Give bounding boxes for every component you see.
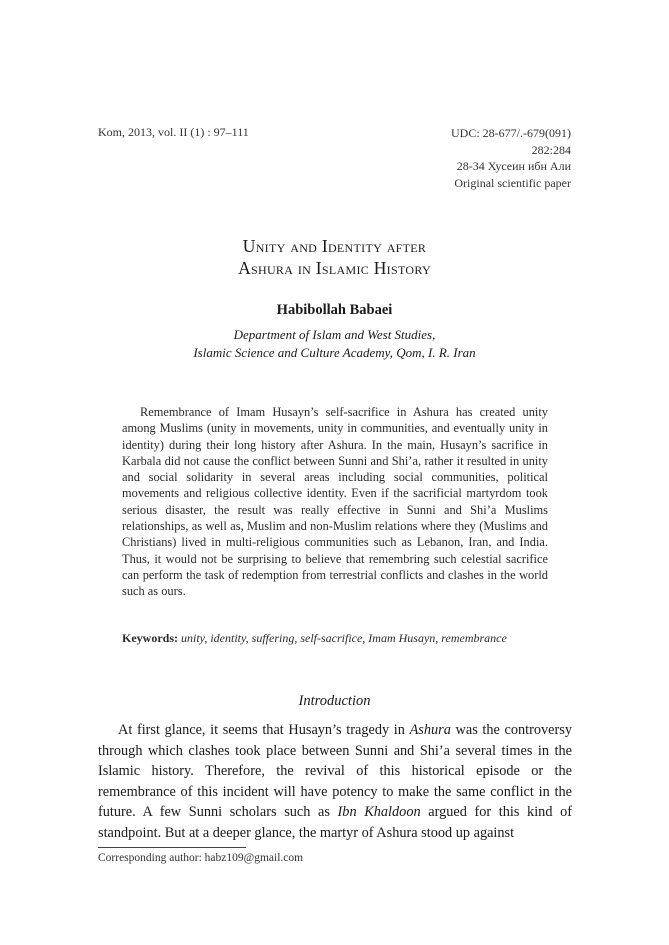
keywords-label: Keywords:: [122, 631, 178, 645]
intro-text-3: argued for this kind of standpoint. But at a deeper glance, the martyr of Ashura stood up against: [98, 804, 572, 841]
udc-code: UDC: 28-677/.-679(091): [451, 126, 571, 140]
section-heading-introduction: Introduction: [298, 693, 371, 709]
paper-title: [0, 235, 669, 279]
affiliation-line-1: Department of Islam and West Studies,: [233, 327, 436, 342]
class-code-2: 28-34 Хусеин ибн Али: [456, 159, 571, 173]
footnote-corresponding-author: Corresponding author: habz109@gmail.com: [98, 852, 304, 864]
keywords: [122, 631, 562, 646]
intro-text-1: At first glance, it seems that Husayn’s tragedy in: [118, 722, 410, 738]
abstract: [122, 404, 548, 600]
title-line-2: Ashura in Islamic History: [238, 258, 431, 278]
affiliation-line-2: Islamic Science and Culture Academy, Qom, I. R. Iran: [193, 345, 476, 360]
intro-term-ashura: Ashura: [409, 722, 451, 738]
abstract-text: Remembrance of Imam Husayn’s self-sacrifice in Ashura has created unity among Muslims (unity in movements, unity in communities, and eventually unity in identity) during their long history after Ashura. In the main, Husayn’s sacrifice in Karbala did not cause the conflict between Sunni and Shi’a, rather it resulted in unity and social solidarity in several areas including social communities, political movements and religious collective identity. Even if the sacrificial martyrdom took serious disaster, the result was really effective in Sunni and Shi’a Muslims relationships, as well as, Muslim and non-Muslim relations where they (Muslims and Christians) lived in multi-religious communities such as Lebanon, Iran, and India. Thus, it would not be surprising to believe that remembring such celestial sacrifice can perform the task of redemption from terrestrial conflicts and clashes in the world such as ours.: [122, 405, 548, 599]
footnote-rule: [98, 847, 246, 848]
affiliation: [0, 326, 669, 362]
intro-text-2: was the controversy through which clashes took place between Sunni and Shi’a several times in the Islamic history. Therefore, the revival of this historical episode or the remembrance of this incident will have potency to make the same conflict in the future. A few Sunni scholars such as: [98, 722, 573, 820]
citation-header: Kom, 2013, vol. II (1) : 97–111: [98, 125, 249, 139]
title-line-1: Unity and Identity after: [242, 236, 427, 256]
paper-type: Original scientific paper: [454, 175, 571, 190]
introduction-paragraph: [98, 720, 572, 843]
author-name: Habibollah Babaei: [276, 302, 393, 318]
intro-term-ibn-khaldoon: Ibn Khaldoon: [337, 804, 421, 820]
classification-header: [311, 125, 571, 191]
keywords-value: unity, identity, suffering, self-sacrifice, Imam Husayn, remembrance: [181, 631, 507, 645]
class-code-1: 282:284: [531, 142, 571, 157]
introduction-body: [98, 720, 572, 843]
